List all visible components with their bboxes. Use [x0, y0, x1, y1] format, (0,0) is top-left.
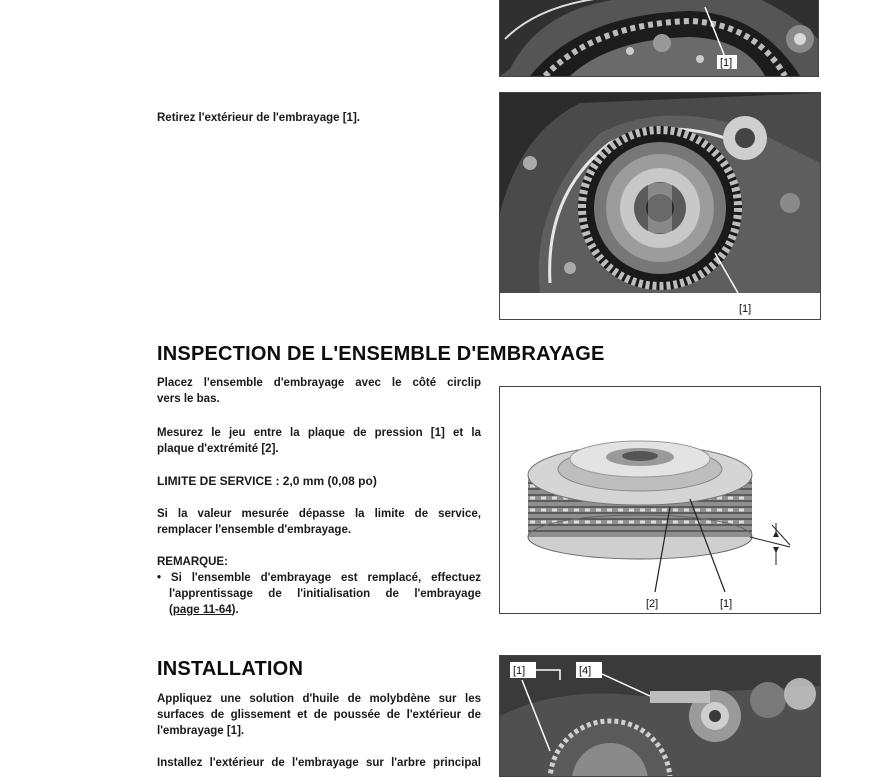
callout-2: [2]	[646, 598, 659, 610]
callout-1: [1]	[513, 665, 526, 677]
callout-1: [1]	[720, 598, 733, 610]
installation-para1-line2: surfaces de glissement et de poussée de l'extérieur de	[157, 709, 481, 721]
inspection-para2-line2: plaque d'extrémité [2].	[157, 443, 279, 455]
clutch-outer-photo	[499, 92, 821, 320]
section-heading-installation: INSTALLATION	[157, 658, 304, 680]
installation-para2-line1: Installez l'extérieur de l'embrayage sur l'arbre principal	[157, 757, 481, 769]
note-open-paren: (	[169, 604, 173, 616]
inspection-para3-line2: remplacer l'ensemble d'embrayage.	[157, 524, 352, 536]
note-close-paren: ).	[231, 604, 239, 616]
installation-para1-line3: l'embrayage [1].	[157, 725, 245, 737]
callout-1: [1]	[739, 303, 752, 315]
installation-photo	[499, 655, 821, 777]
inspection-para3-line1: Si la valeur mesurée dépasse la limite de service,	[157, 508, 481, 520]
callout-1: [1]	[720, 57, 733, 69]
callout-4: [4]	[579, 665, 592, 677]
clutch-assembly-photo	[499, 386, 821, 614]
section-heading-inspection: INSPECTION DE L'ENSEMBLE D'EMBRAYAGE	[157, 343, 605, 365]
page-link[interactable]: page 11-64	[172, 604, 232, 616]
inspection-para1-line1: Placez l'ensemble d'embrayage avec le côté circlip	[157, 377, 481, 389]
inspection-para1-line2: vers le bas.	[157, 393, 220, 405]
inspection-para2-line1: Mesurez le jeu entre la plaque de pression [1] et la	[157, 427, 481, 439]
engine-photo-top	[499, 0, 819, 77]
installation-para1-line1: Appliquez une solution d'huile de molybdène sur les	[157, 693, 481, 705]
note-line1: • Si l'ensemble d'embrayage est remplacé, effectuez	[157, 572, 481, 584]
note-line2: l'apprentissage de l'initialisation de l'embrayage	[169, 588, 481, 600]
note-line3	[169, 602, 239, 618]
service-limit: LIMITE DE SERVICE : 2,0 mm (0,08 po)	[157, 474, 377, 488]
step-remove-clutch-outer: Retirez l'extérieur de l'embrayage [1].	[157, 112, 360, 124]
note-title: REMARQUE:	[157, 556, 228, 568]
